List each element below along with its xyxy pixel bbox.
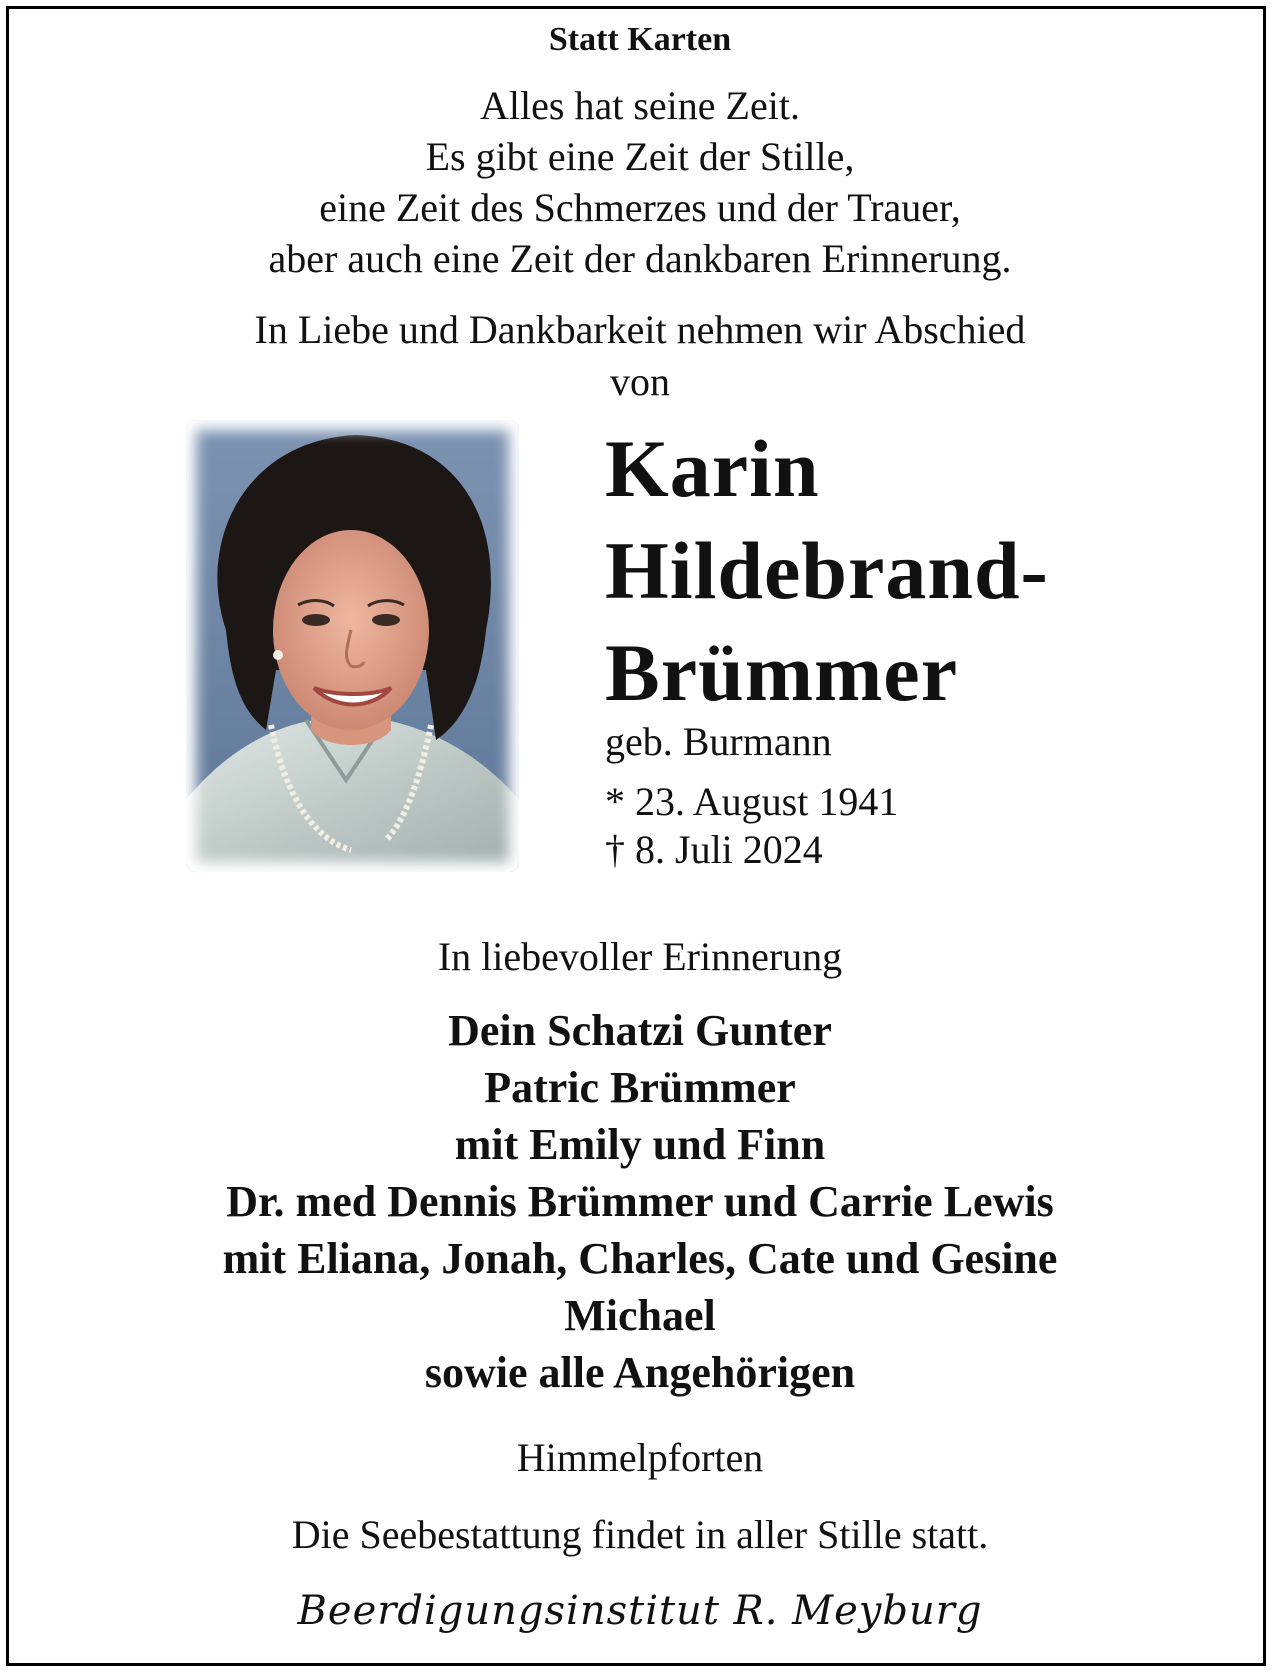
poem-line: eine Zeit des Schmerzes und der Trauer,: [319, 185, 961, 230]
life-dates: [605, 718, 898, 874]
family-member: sowie alle Angehörigen: [424, 1348, 856, 1397]
family-member: Dr. med Dennis Brümmer und Carrie Lewis: [226, 1177, 1054, 1226]
family-member: Michael: [564, 1291, 716, 1340]
memory-line: In liebevoller Erinnerung: [437, 934, 843, 979]
undertaker-signature: Beerdigungsinstitut R. Meyburg: [297, 1588, 983, 1634]
birth-name: geb. Burmann: [605, 719, 832, 764]
poem-line: Es gibt eine Zeit der Stille,: [425, 134, 855, 179]
farewell-intro-line: In Liebe und Dankbarkeit nehmen wir Abschied: [254, 307, 1026, 352]
farewell-intro-von: von: [610, 359, 670, 404]
farewell-intro: [0, 304, 1280, 408]
family-list: [0, 1002, 1280, 1401]
death-date: † 8. Juli 2024: [605, 827, 823, 872]
place-name: Himmelpforten: [516, 1435, 764, 1480]
portrait-illustration: [186, 420, 519, 872]
name-line-second: Hildebrand-: [605, 525, 1049, 616]
burial-notice: Die Seebestattung findet in aller Stille statt.: [291, 1512, 989, 1557]
poem-line: aber auch eine Zeit der dankbaren Erinnerung.: [268, 236, 1012, 281]
portrait-photo: [186, 420, 519, 872]
poem-line: Alles hat seine Zeit.: [480, 83, 800, 128]
family-member: Dein Schatzi Gunter: [448, 1006, 832, 1055]
family-member: mit Eliana, Jonah, Charles, Cate und Gesine: [222, 1234, 1058, 1283]
birth-date: * 23. August 1941: [605, 779, 899, 824]
statt-karten-heading: Statt Karten: [548, 21, 732, 58]
deceased-name: [605, 418, 1049, 724]
name-line-third: Brümmer: [605, 627, 959, 718]
poem: [0, 80, 1280, 284]
family-member: mit Emily und Finn: [454, 1120, 826, 1169]
family-member: Patric Brümmer: [484, 1063, 796, 1112]
name-line-first: Karin: [605, 423, 820, 514]
